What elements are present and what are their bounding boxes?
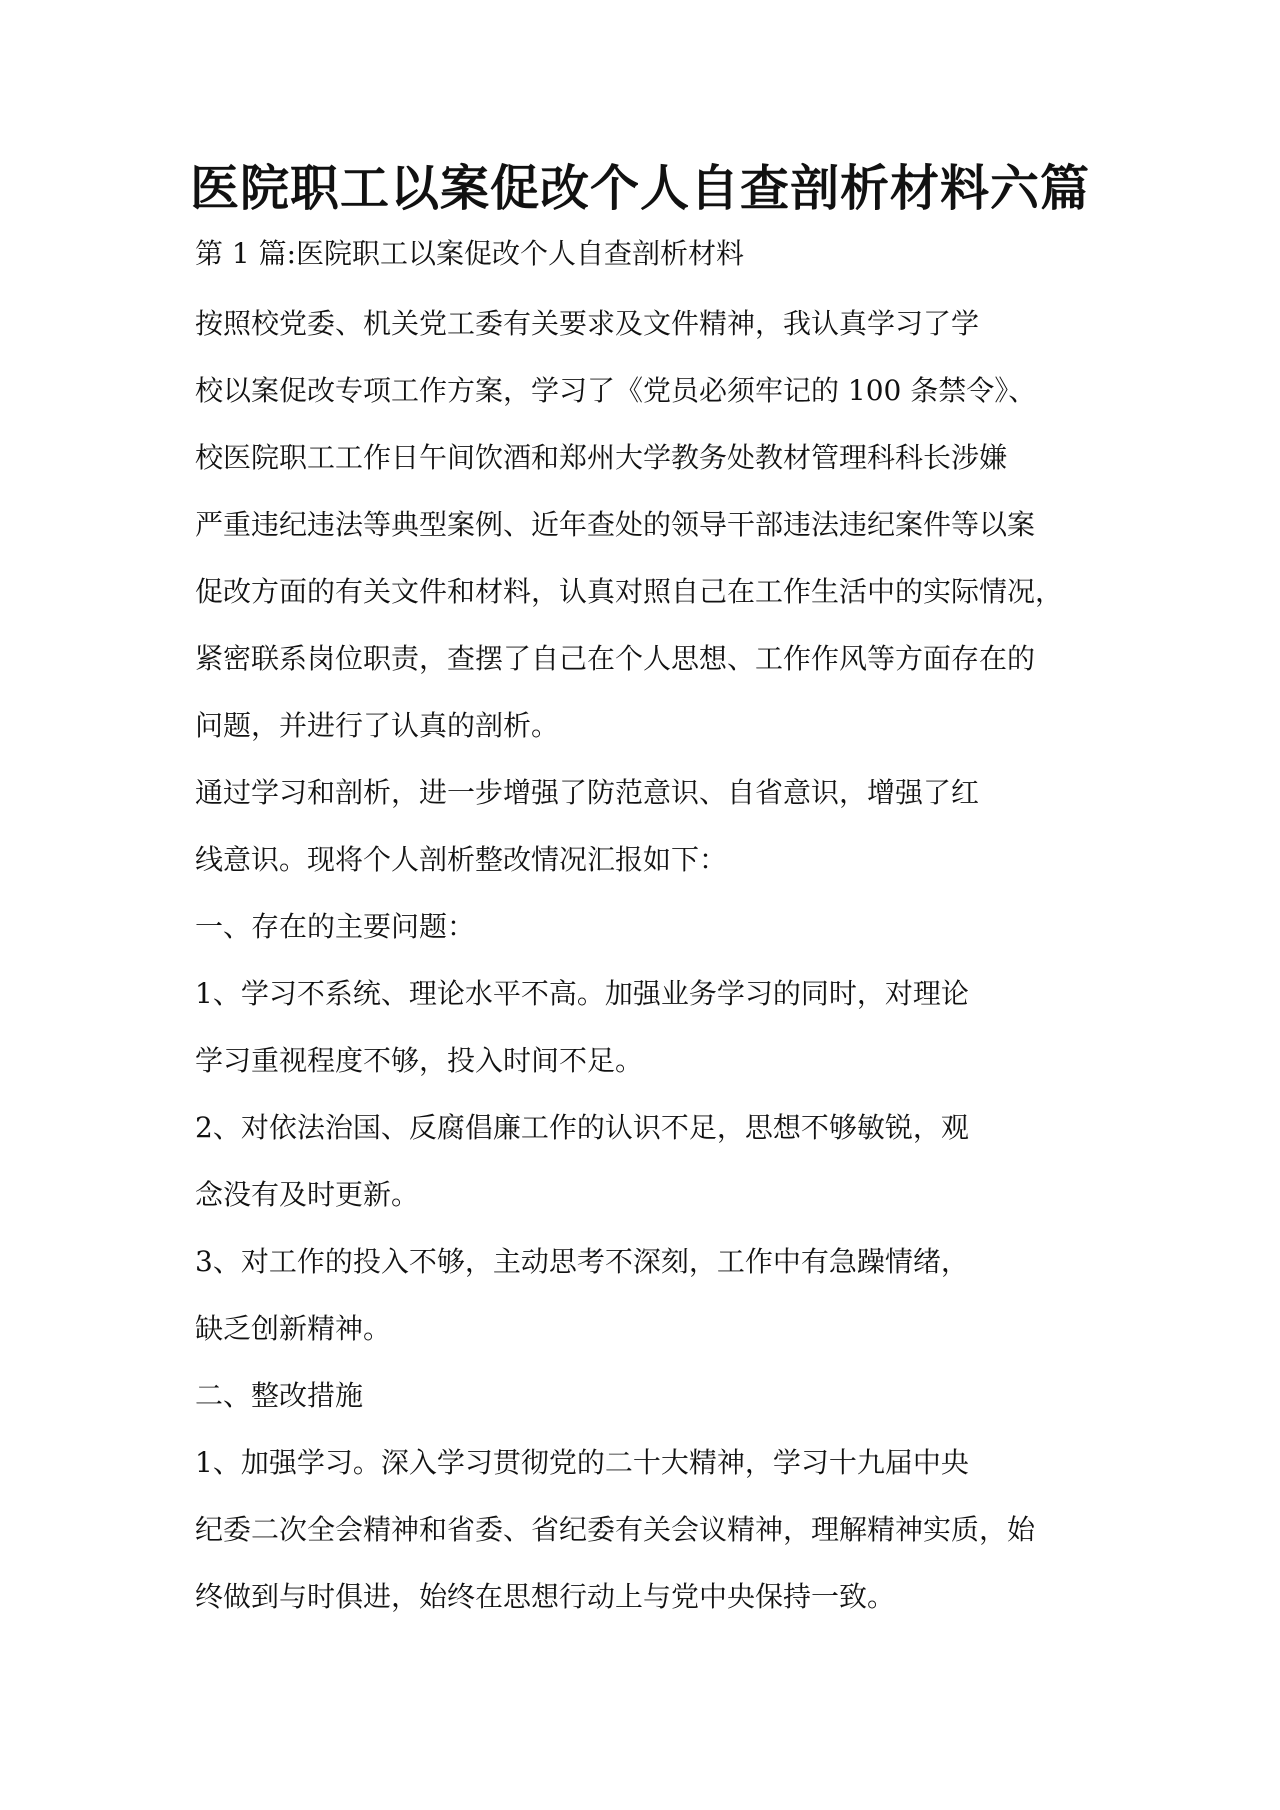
section-heading: 一、存在的主要问题： bbox=[195, 910, 476, 943]
document-title: 医院职工以案促改个人自查剖析材料六篇 bbox=[189, 159, 1090, 217]
paragraph-line: 1、学习不系统、理论水平不高。加强业务学习的同时，对理论 bbox=[195, 977, 969, 1010]
paragraph-line: 紧密联系岗位职责，查摆了自己在个人思想、工作作风等方面存在的 bbox=[195, 642, 1036, 675]
paragraph-line: 按照校党委、机关党工委有关要求及文件精神，我认真学习了学 bbox=[195, 307, 980, 340]
paragraph-line: 2、对依法治国、反腐倡廉工作的认识不足，思想不够敏锐，观 bbox=[195, 1111, 969, 1144]
paragraph-line: 校以案促改专项工作方案，学习了《党员必须牢记的 100 条禁令》、 bbox=[195, 374, 1037, 407]
article-heading: 第 1 篇:医院职工以案促改个人自查剖析材料 bbox=[195, 237, 745, 270]
section-heading: 二、整改措施 bbox=[195, 1379, 364, 1412]
paragraph-line: 学习重视程度不够，投入时间不足。 bbox=[195, 1044, 644, 1077]
paragraph-line: 严重违纪违法等典型案例、近年查处的领导干部违法违纪案件等以案 bbox=[195, 508, 1036, 541]
paragraph-line: 念没有及时更新。 bbox=[195, 1178, 420, 1211]
paragraph-line: 线意识。现将个人剖析整改情况汇报如下： bbox=[195, 843, 728, 876]
paragraph-line: 通过学习和剖析，进一步增强了防范意识、自省意识，增强了红 bbox=[195, 776, 980, 809]
paragraph-line: 校医院职工工作日午间饮酒和郑州大学教务处教材管理科科长涉嫌 bbox=[195, 441, 1008, 474]
paragraph-line: 3、对工作的投入不够，主动思考不深刻，工作中有急躁情绪， bbox=[195, 1245, 969, 1278]
paragraph-line: 问题，并进行了认真的剖析。 bbox=[195, 709, 560, 742]
paragraph-line: 缺乏创新精神。 bbox=[195, 1312, 392, 1345]
paragraph-line: 1、加强学习。深入学习贯彻党的二十大精神，学习十九届中央 bbox=[195, 1446, 969, 1479]
paragraph-line: 纪委二次全会精神和省委、省纪委有关会议精神，理解精神实质，始 bbox=[195, 1513, 1036, 1546]
paragraph-line: 终做到与时俱进，始终在思想行动上与党中央保持一致。 bbox=[195, 1580, 896, 1613]
paragraph-line: 促改方面的有关文件和材料，认真对照自己在工作生活中的实际情况， bbox=[195, 575, 1064, 608]
